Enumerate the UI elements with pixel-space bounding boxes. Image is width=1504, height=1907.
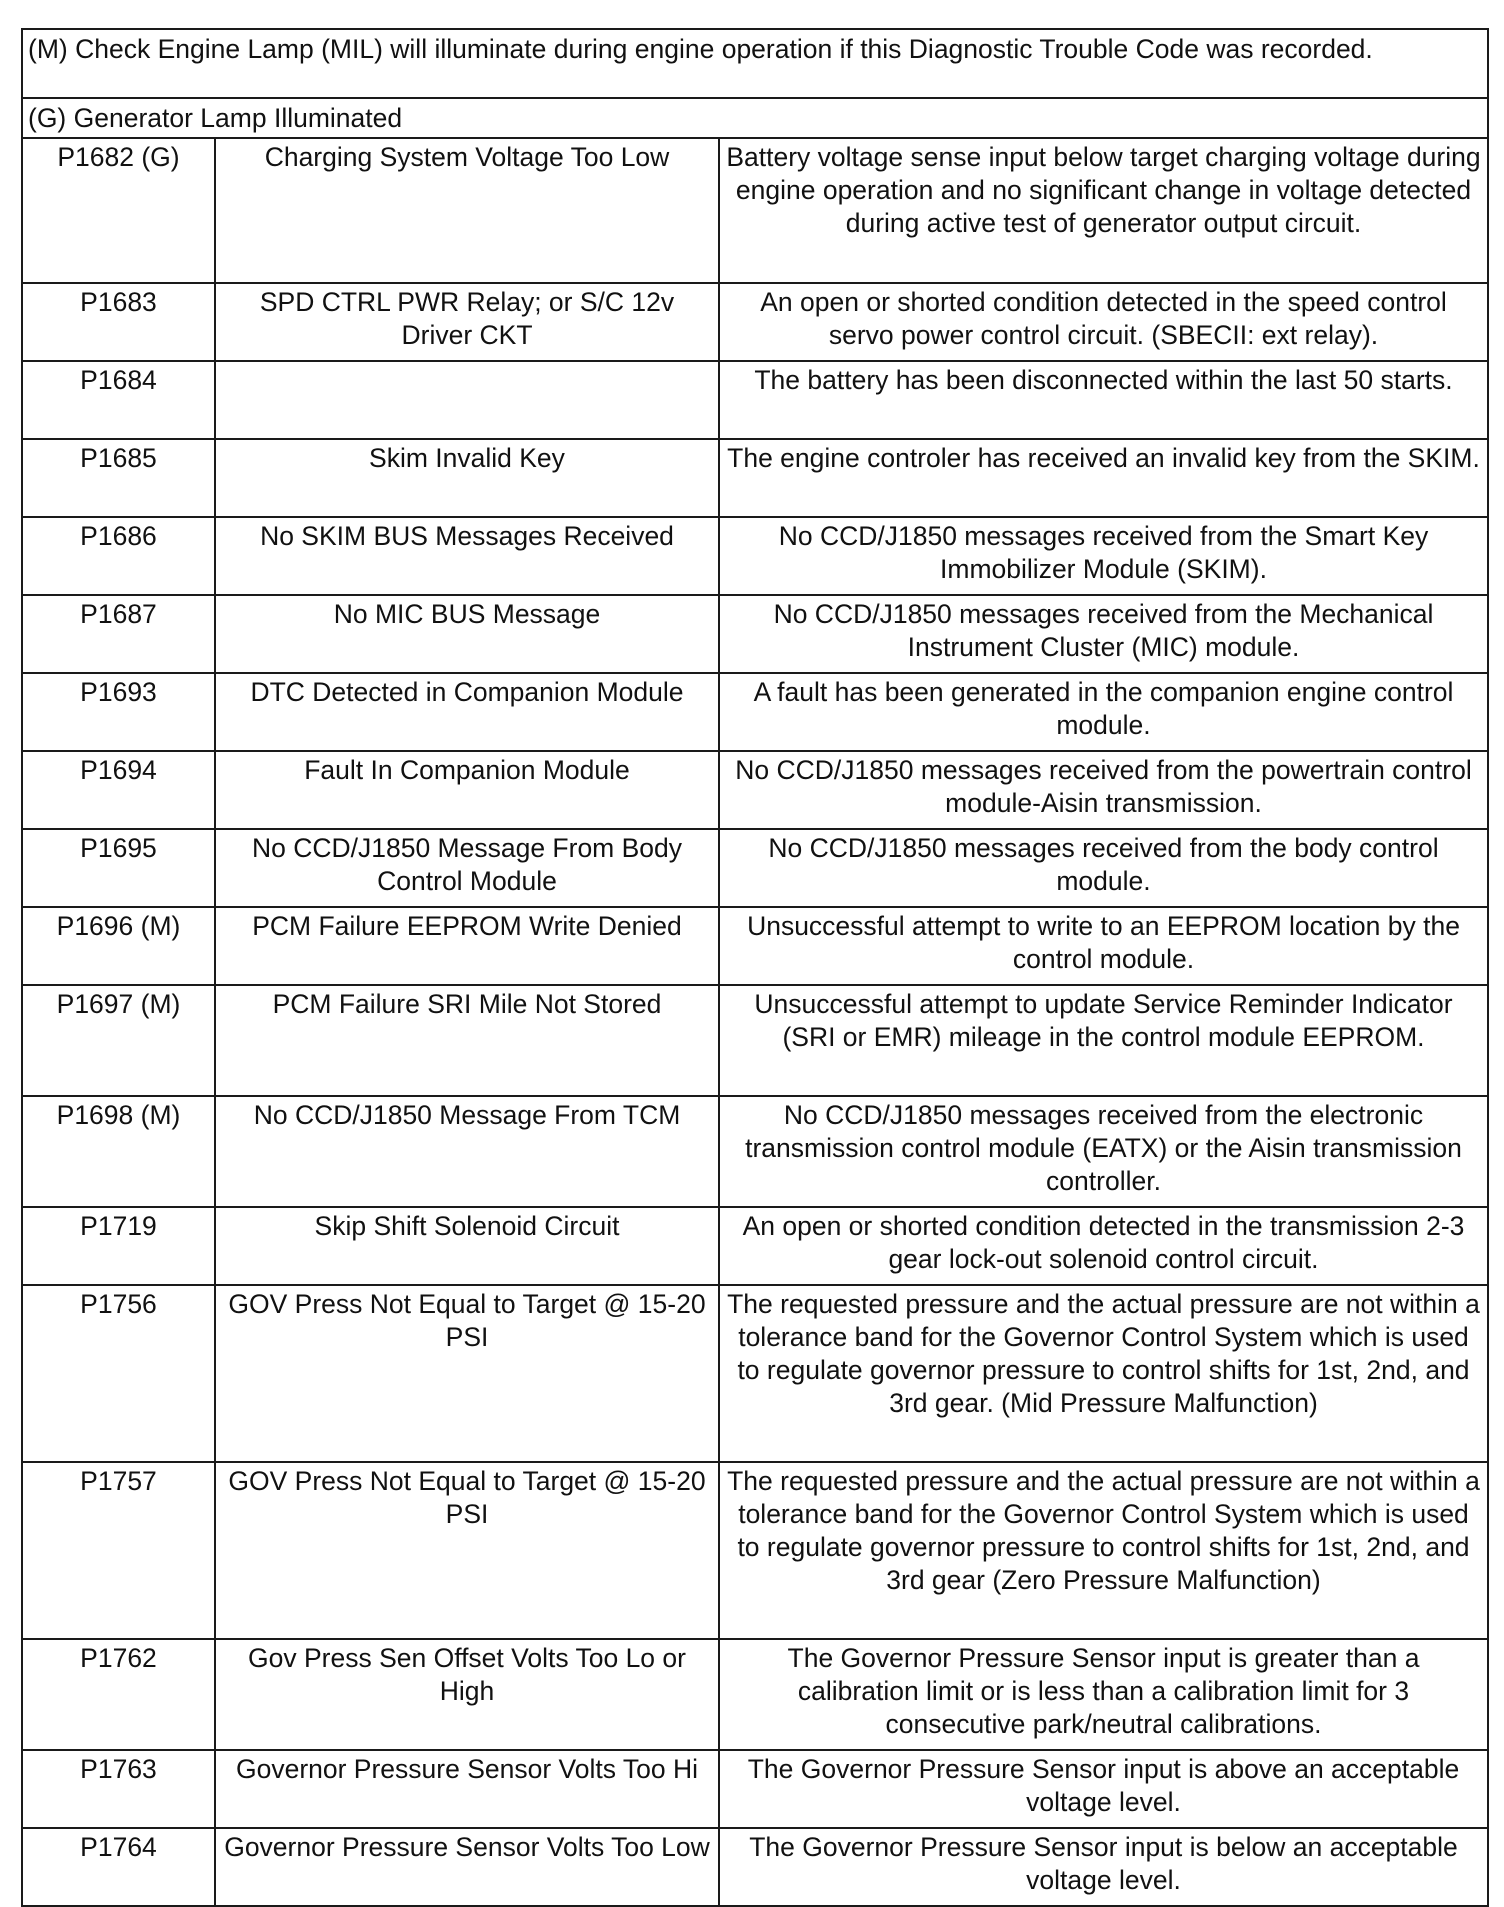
dtc-code: P1684 xyxy=(22,361,215,439)
dtc-code: P1756 xyxy=(22,1285,215,1462)
dtc-description: No SKIM BUS Messages Received xyxy=(215,517,719,595)
mil-note: (M) Check Engine Lamp (MIL) will illuminate during engine operation if this Diagnostic Trouble Code was recorded. xyxy=(22,29,1488,98)
dtc-condition: An open or shorted condition detected in the transmission 2-3 gear lock-out solenoid control circuit. xyxy=(719,1207,1488,1285)
table-row xyxy=(22,517,1488,595)
note-row-generator xyxy=(22,98,1488,138)
dtc-description: PCM Failure SRI Mile Not Stored xyxy=(215,985,719,1096)
dtc-condition: The Governor Pressure Sensor input is above an acceptable voltage level. xyxy=(719,1750,1488,1828)
table-row xyxy=(22,907,1488,985)
dtc-description: SPD CTRL PWR Relay; or S/C 12v Driver CKT xyxy=(215,283,719,361)
dtc-description: Skip Shift Solenoid Circuit xyxy=(215,1207,719,1285)
table-row xyxy=(22,138,1488,283)
dtc-condition: An open or shorted condition detected in the speed control servo power control circuit. (SBECII: ext relay). xyxy=(719,283,1488,361)
dtc-description: No CCD/J1850 Message From Body Control Module xyxy=(215,829,719,907)
dtc-condition: The Governor Pressure Sensor input is below an acceptable voltage level. xyxy=(719,1828,1488,1906)
dtc-condition: Battery voltage sense input below target charging voltage during engine operation and no significant change in voltage detected during active test of generator output circuit. xyxy=(719,138,1488,283)
dtc-condition: Unsuccessful attempt to update Service Reminder Indicator (SRI or EMR) mileage in the control module EEPROM. xyxy=(719,985,1488,1096)
table-row xyxy=(22,283,1488,361)
dtc-code: P1696 (M) xyxy=(22,907,215,985)
table-row xyxy=(22,1285,1488,1462)
dtc-code: P1764 xyxy=(22,1828,215,1906)
dtc-description: Gov Press Sen Offset Volts Too Lo or High xyxy=(215,1639,719,1750)
dtc-description: No MIC BUS Message xyxy=(215,595,719,673)
dtc-code: P1686 xyxy=(22,517,215,595)
dtc-condition: The Governor Pressure Sensor input is greater than a calibration limit or is less than a calibration limit for 3 consecutive park/neutral calibrations. xyxy=(719,1639,1488,1750)
table-row xyxy=(22,751,1488,829)
dtc-description: DTC Detected in Companion Module xyxy=(215,673,719,751)
table-row xyxy=(22,1096,1488,1207)
table-row xyxy=(22,1828,1488,1906)
dtc-description: Charging System Voltage Too Low xyxy=(215,138,719,283)
dtc-condition: The requested pressure and the actual pressure are not within a tolerance band for the Governor Control System which is used to regulate governor pressure to control shifts for 1st, 2nd, and 3rd gear. (Mid Pressure Malfunction) xyxy=(719,1285,1488,1462)
dtc-condition: The engine controler has received an invalid key from the SKIM. xyxy=(719,439,1488,517)
dtc-code: P1685 xyxy=(22,439,215,517)
dtc-table xyxy=(21,28,1489,1907)
dtc-code: P1762 xyxy=(22,1639,215,1750)
dtc-description: Skim Invalid Key xyxy=(215,439,719,517)
dtc-description: Fault In Companion Module xyxy=(215,751,719,829)
table-row xyxy=(22,1462,1488,1639)
table-row xyxy=(22,829,1488,907)
dtc-description: PCM Failure EEPROM Write Denied xyxy=(215,907,719,985)
dtc-condition: The battery has been disconnected within the last 50 starts. xyxy=(719,361,1488,439)
dtc-description xyxy=(215,361,719,439)
dtc-code: P1697 (M) xyxy=(22,985,215,1096)
dtc-code: P1693 xyxy=(22,673,215,751)
dtc-code: P1719 xyxy=(22,1207,215,1285)
dtc-condition: No CCD/J1850 messages received from the electronic transmission control module (EATX) or the Aisin transmission controller. xyxy=(719,1096,1488,1207)
dtc-code: P1683 xyxy=(22,283,215,361)
dtc-condition: No CCD/J1850 messages received from the Mechanical Instrument Cluster (MIC) module. xyxy=(719,595,1488,673)
dtc-condition: The requested pressure and the actual pressure are not within a tolerance band for the Governor Control System which is used to regulate governor pressure to control shifts for 1st, 2nd, and 3rd gear (Zero Pressure Malfunction) xyxy=(719,1462,1488,1639)
dtc-condition: A fault has been generated in the companion engine control module. xyxy=(719,673,1488,751)
dtc-code: P1694 xyxy=(22,751,215,829)
dtc-description: GOV Press Not Equal to Target @ 15-20 PSI xyxy=(215,1285,719,1462)
table-row xyxy=(22,361,1488,439)
dtc-code: P1698 (M) xyxy=(22,1096,215,1207)
dtc-code: P1763 xyxy=(22,1750,215,1828)
dtc-condition: No CCD/J1850 messages received from the Smart Key Immobilizer Module (SKIM). xyxy=(719,517,1488,595)
generator-note: (G) Generator Lamp Illuminated xyxy=(22,98,1488,138)
dtc-code: P1687 xyxy=(22,595,215,673)
dtc-description: GOV Press Not Equal to Target @ 15-20 PSI xyxy=(215,1462,719,1639)
dtc-description: No CCD/J1850 Message From TCM xyxy=(215,1096,719,1207)
table-row xyxy=(22,1639,1488,1750)
dtc-description: Governor Pressure Sensor Volts Too Low xyxy=(215,1828,719,1906)
note-row-mil xyxy=(22,29,1488,98)
table-row xyxy=(22,439,1488,517)
table-row xyxy=(22,1207,1488,1285)
table-row xyxy=(22,595,1488,673)
dtc-code: P1695 xyxy=(22,829,215,907)
dtc-condition: No CCD/J1850 messages received from the powertrain control module-Aisin transmission. xyxy=(719,751,1488,829)
dtc-code: P1682 (G) xyxy=(22,138,215,283)
dtc-description: Governor Pressure Sensor Volts Too Hi xyxy=(215,1750,719,1828)
table-row xyxy=(22,673,1488,751)
dtc-condition: No CCD/J1850 messages received from the body control module. xyxy=(719,829,1488,907)
dtc-code: P1757 xyxy=(22,1462,215,1639)
table-row xyxy=(22,985,1488,1096)
table-row xyxy=(22,1750,1488,1828)
dtc-condition: Unsuccessful attempt to write to an EEPROM location by the control module. xyxy=(719,907,1488,985)
